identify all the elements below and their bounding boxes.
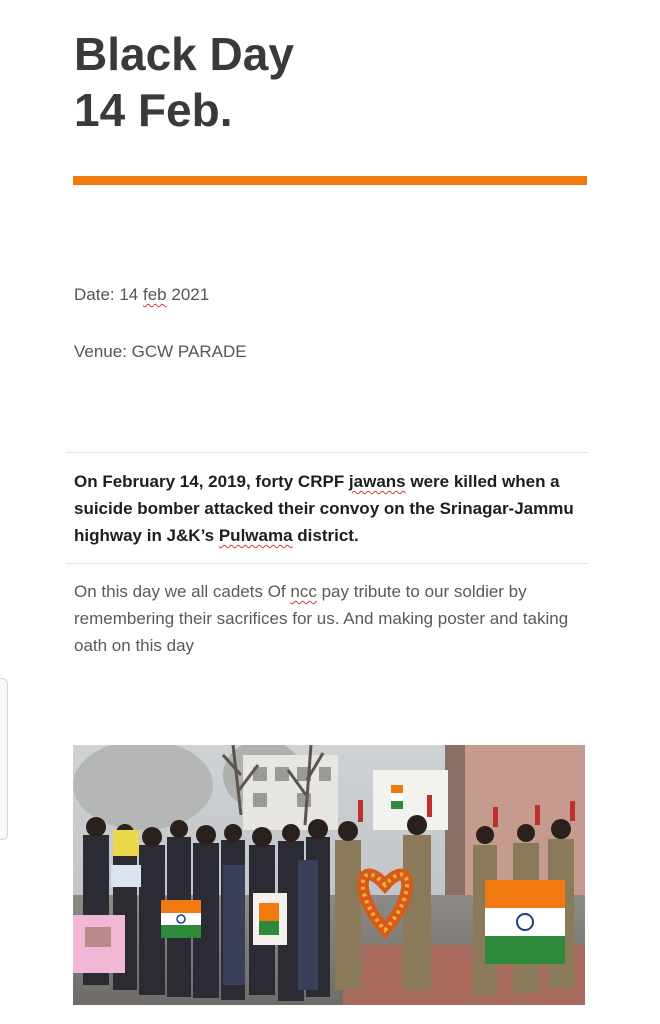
spellcheck-word[interactable]: ncc xyxy=(290,582,317,601)
spellcheck-word[interactable]: feb xyxy=(143,285,167,304)
spellcheck-word[interactable]: Pulwama xyxy=(218,526,293,545)
event-date xyxy=(74,284,209,306)
event-venue: Venue: GCW PARADE xyxy=(74,342,247,361)
event-photo xyxy=(73,745,585,1005)
cadets-tribute-photo xyxy=(73,745,585,1005)
title-line-1: Black Day xyxy=(74,28,294,80)
date-label: Date: 14 xyxy=(74,285,143,304)
side-panel-handle[interactable] xyxy=(0,678,8,840)
highlight-text-3: district. xyxy=(292,526,359,545)
highlight-text-2: were killed when a suicide bomber attacked their convoy on the Srinagar-Jammu highway in J&K’s xyxy=(74,472,574,545)
body-text-2: pay tribute to our soldier by remembering their sacrifices for us. And making poster and taking oath on this day xyxy=(74,582,569,655)
accent-divider xyxy=(73,176,587,185)
date-year: 2021 xyxy=(166,285,210,304)
highlight-paragraph xyxy=(74,468,580,549)
body-text-1: On this day we all cadets Of xyxy=(74,582,291,601)
body-paragraph xyxy=(74,578,584,659)
page-title xyxy=(74,26,294,138)
title-line-2: 14 Feb. xyxy=(74,84,233,136)
highlight-text-1: On February 14, 2019, forty CRPF xyxy=(74,472,349,491)
spellcheck-word[interactable]: jawans xyxy=(348,472,406,491)
